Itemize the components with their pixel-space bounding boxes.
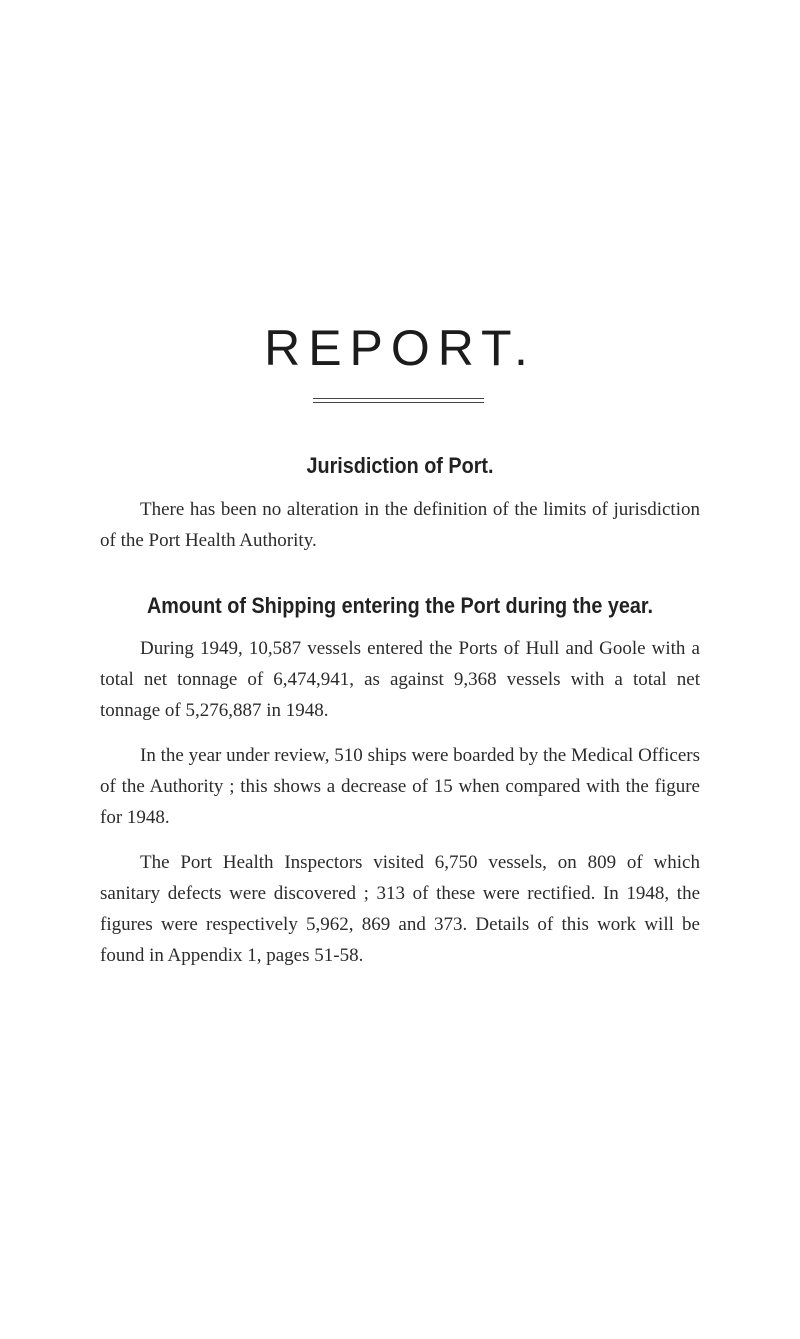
page-title: REPORT. — [264, 320, 536, 376]
paragraph-jurisdiction: There has been no alteration in the definition of the limits of jurisdiction of the Port Health Authority. — [100, 499, 700, 551]
paragraph-ships-boarded: In the year under review, 510 ships were boarded by the Medical Officers of the Authority ; this shows a decrease of 15 when compared with the figure for 1948. — [100, 745, 700, 828]
title-underline-bottom — [313, 402, 484, 403]
title-underline-top — [313, 398, 484, 399]
paragraph-inspectors: The Port Health Inspectors visited 6,750 vessels, on 809 of which sanitary defects were discovered ; 313 of these were rectified. In 1948, the figures were respectively 5,962, 869 and 373. Details of this work will be found in Appendix 1, pages 51-58. — [100, 852, 700, 966]
section-heading-jurisdiction: Jurisdiction of Port. — [306, 453, 494, 478]
paragraph-vessels-entered: During 1949, 10,587 vessels entered the Ports of Hull and Goole with a total net tonnage of 6,474,941, as against 9,368 vessels with a total net tonnage of 5,276,887 in 1948. — [100, 638, 700, 721]
section-heading-shipping: Amount of Shipping entering the Port during the year. — [146, 593, 653, 618]
